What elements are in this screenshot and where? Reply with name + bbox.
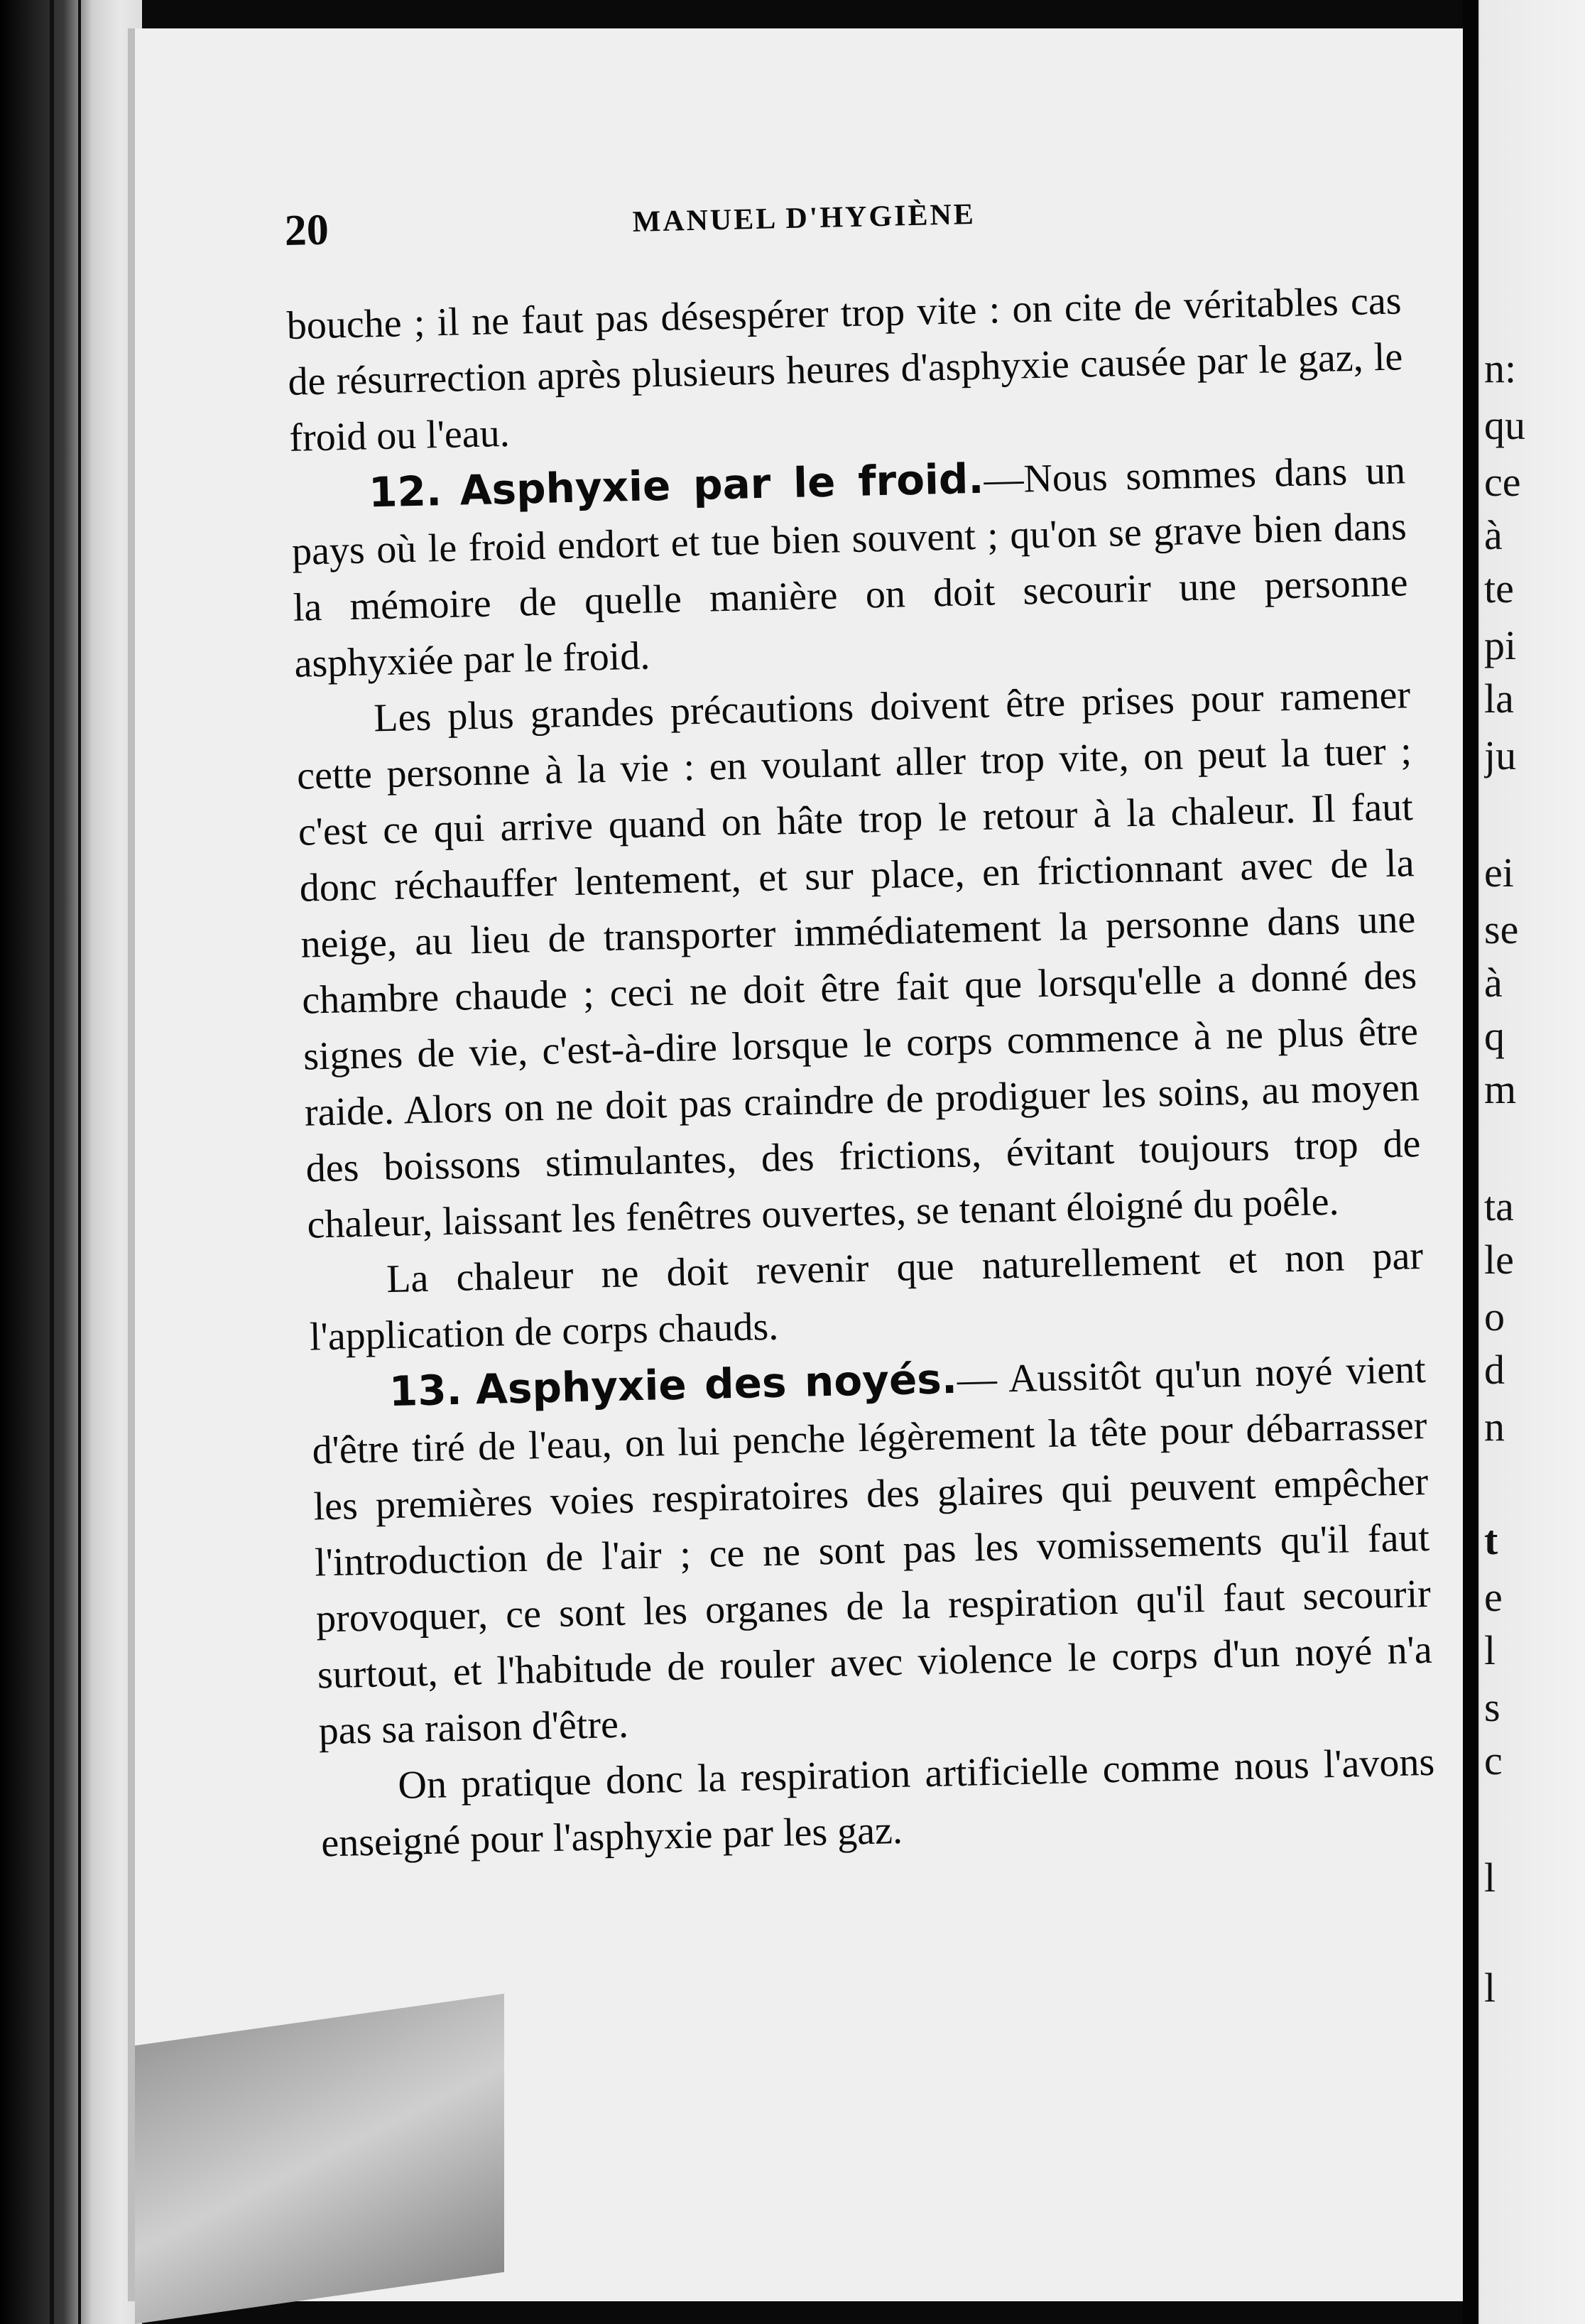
section-heading: Asphyxie des noyés. — [475, 1354, 958, 1414]
paragraph: On pratique donc la respiration artificielle comme nous l'avons enseigné pour l'asphyxie par les gaz. — [320, 1739, 1435, 1866]
facing-page-fragment: ta — [1484, 1183, 1514, 1229]
facing-page-fragment: n — [1484, 1403, 1505, 1450]
paragraph: Les plus grandes précautions doivent être prises pour ramener cette personne à la vie : en voulant aller trop vite, on peut la tuer ; c'est ce qui arrive quand on hâte trop le retour à la chaleur. Il faut donc réchauffer lentement, et sur place, en frictionnant avec de la neige, au lieu de transporter immédiatement la personne dans une chambre chaude ; ceci ne doit être fait que lorsqu'elle a donné des signes de vie, c'est-à-dire lorsque le corps commence à ne plus être raide. Alors on ne doit pas craindre de prodiguer les soins, au moyen des boissons stimulantes, des frictions, évitant toujours trop de chaleur, laissant les fenêtres ouvertes, se tenant éloigné du poêle. — [296, 673, 1422, 1247]
section-heading: Asphyxie par le froid. — [459, 454, 985, 515]
binding-edge-line — [50, 0, 54, 2324]
facing-page-fragment: q — [1484, 1013, 1505, 1059]
paragraph: La chaleur ne doit revenir que naturellement et non par l'application de corps chauds. — [309, 1233, 1424, 1359]
body-text — [286, 273, 1437, 1872]
section-number: 12. — [368, 467, 442, 517]
binding-edge-line — [78, 0, 81, 2324]
page-number: 20 — [284, 205, 329, 255]
page-gutter-shadow — [1463, 0, 1478, 2324]
facing-page-fragment: e — [1484, 1574, 1503, 1620]
facing-page-fragment: ce — [1484, 459, 1521, 505]
facing-page-fragment: s — [1484, 1684, 1500, 1730]
page-content — [284, 180, 1437, 1872]
section-text: — Aussitôt qu'un noyé vient d'être tiré de l'eau, on lui penche légèrement la tête pour débarrasser les premières voies respiratoires des glaires qui peuvent empêcher l'introduction de l'air ; ce ne sont pas les vomissements qu'il faut provoquer, ce sont les organes de la respiration qu'il faut secourir surtout, et l'habitude de rouler avec violence le corps d'un noyé n'a pas sa raison d'être. — [312, 1347, 1433, 1754]
facing-page-fragment: l — [1484, 1627, 1496, 1673]
section-13 — [310, 1340, 1434, 1759]
facing-page-fragment: la — [1484, 675, 1514, 722]
facing-page-fragment: d — [1484, 1347, 1505, 1393]
section-12 — [290, 441, 1410, 693]
facing-page-fragment: c — [1484, 1737, 1503, 1783]
facing-page-fragment: l — [1484, 1965, 1496, 2011]
facing-page-fragment: o — [1484, 1293, 1505, 1340]
facing-page-fragment: le — [1484, 1237, 1514, 1283]
facing-page-fragment: n: — [1484, 345, 1517, 391]
facing-page-fragment: te — [1484, 565, 1514, 612]
facing-page-fragment: t — [1484, 1517, 1498, 1563]
running-title: MANUEL D'HYGIÈNE — [632, 197, 976, 239]
paragraph: bouche ; il ne faut pas désespérer trop vite : on cite de véritables cas de résurrection après plusieurs heures d'asphyxie causée par le gaz, le froid ou l'eau. — [286, 278, 1403, 460]
facing-page-fragment: m — [1484, 1066, 1517, 1112]
facing-page-fragment: à — [1484, 512, 1503, 558]
section-number: 13. — [388, 1365, 463, 1416]
facing-page-fragment: ei — [1484, 849, 1514, 896]
facing-page-fragment: qu — [1484, 402, 1525, 448]
facing-page-fragment: ju — [1484, 732, 1517, 778]
facing-page-text — [1484, 0, 1585, 2324]
section-text: —Nous sommes dans un pays où le froid endort et tue bien souvent ; qu'on se grave bien dans la mémoire de quelle manière on doit secourir une personne asphyxiée par le froid. — [291, 448, 1409, 686]
facing-page-fragment: l — [1484, 1855, 1496, 1901]
facing-page-fragment: se — [1484, 906, 1519, 952]
page-corner-tab — [135, 1994, 504, 2324]
facing-page-fragment: à — [1484, 960, 1503, 1006]
book-binding — [0, 0, 142, 2324]
facing-page-fragment: pi — [1484, 622, 1517, 668]
